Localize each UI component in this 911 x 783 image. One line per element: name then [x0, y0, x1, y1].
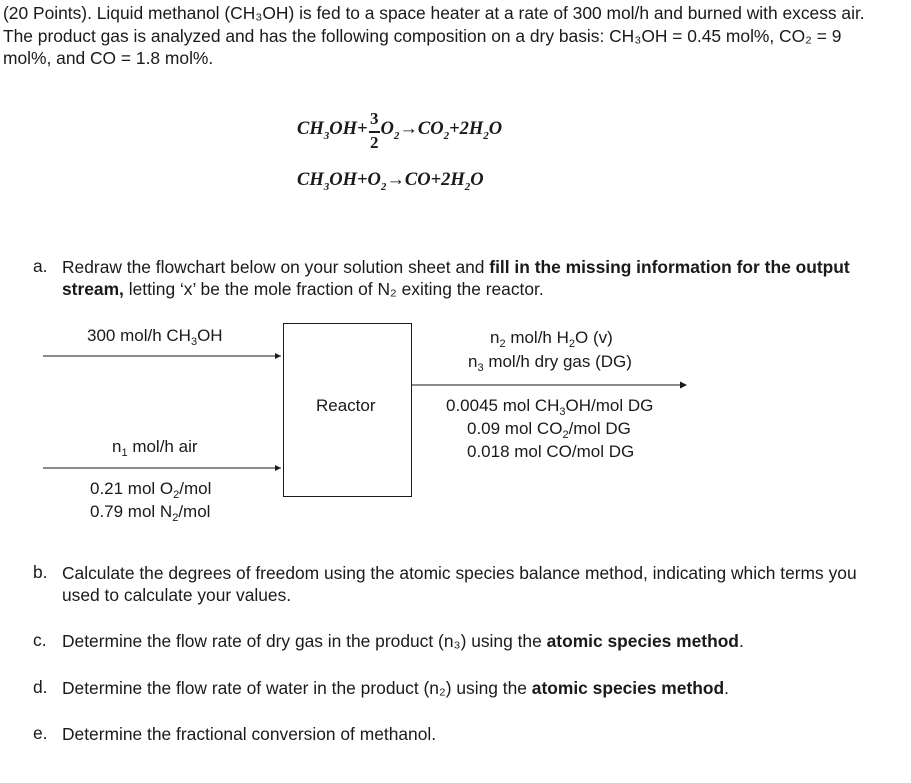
product-arrowhead — [680, 382, 687, 389]
air-n2-fraction: 0.79 mol $N_2$/mol — [90, 502, 211, 524]
question-d-label: d. — [33, 677, 48, 697]
air-o2-fraction: 0.21 mol $O_2$/mol — [90, 479, 212, 501]
question-b-label: b. — [33, 562, 48, 582]
air-feed-label: $n_1$ mol/h air — [112, 437, 198, 459]
intro-line-1: (20 Points). Liquid methanol (CH₃OH) is fed to a space heater at a rate of 300 mol/h and burned with excess air. — [3, 3, 865, 23]
feed-methanol-label: 300 mol/h $CH_3OH$ — [87, 326, 223, 348]
feed-arrowhead — [275, 353, 281, 359]
reaction-equation-2: $CH_3OH+O_2\to CO+2H_2O$ — [297, 170, 484, 193]
fraction-denominator: 2 — [370, 133, 379, 152]
question-c-label: c. — [33, 630, 47, 650]
question-c: Determine the flow rate of dry gas in the product (n₃) using the atomic species method. — [62, 631, 744, 651]
question-d: Determine the flow rate of water in the product (n₂) using the atomic species method. — [62, 678, 729, 698]
air-arrowhead — [275, 465, 281, 471]
output-co2-fraction: 0.09 mol $CO_2$/mol DG — [467, 419, 631, 441]
output-dry-gas-label: $n_3$ mol/h dry gas (DG) — [468, 352, 632, 374]
question-a-label: a. — [33, 256, 48, 276]
reaction-equation-1: $CH_3OH+ O_2\to CO_2+2H_2O$ — [297, 119, 503, 142]
question-e: Determine the fractional conversion of methanol. — [62, 724, 437, 744]
intro-line-2: The product gas is analyzed and has the following composition on a dry basis: CH₃OH = 0.45 mol%, CO₂ = 9 — [3, 25, 842, 46]
intro-line-3: mol%, and CO = 1.8 mol%. — [3, 48, 214, 68]
output-water-label: $n_2$ mol/h $H_2O$ (v) — [490, 328, 613, 350]
question-e-label: e. — [33, 723, 48, 743]
question-b: Calculate the degrees of freedom using the atomic species balance method, indicating which terms you used to calculate your values. — [62, 563, 857, 605]
output-methanol-fraction: 0.0045 mol $CH_3OH$/mol DG — [446, 396, 654, 418]
reactor-label: Reactor — [316, 396, 376, 415]
fraction-numerator: 3 — [370, 109, 379, 128]
question-a: Redraw the flowchart below on your solution sheet and fill in the missing information for the output stream, letting ‘x’ be the mole fraction of N₂ exiting the reactor. — [62, 257, 850, 299]
output-co-fraction: 0.018 mol CO/mol DG — [467, 442, 635, 461]
